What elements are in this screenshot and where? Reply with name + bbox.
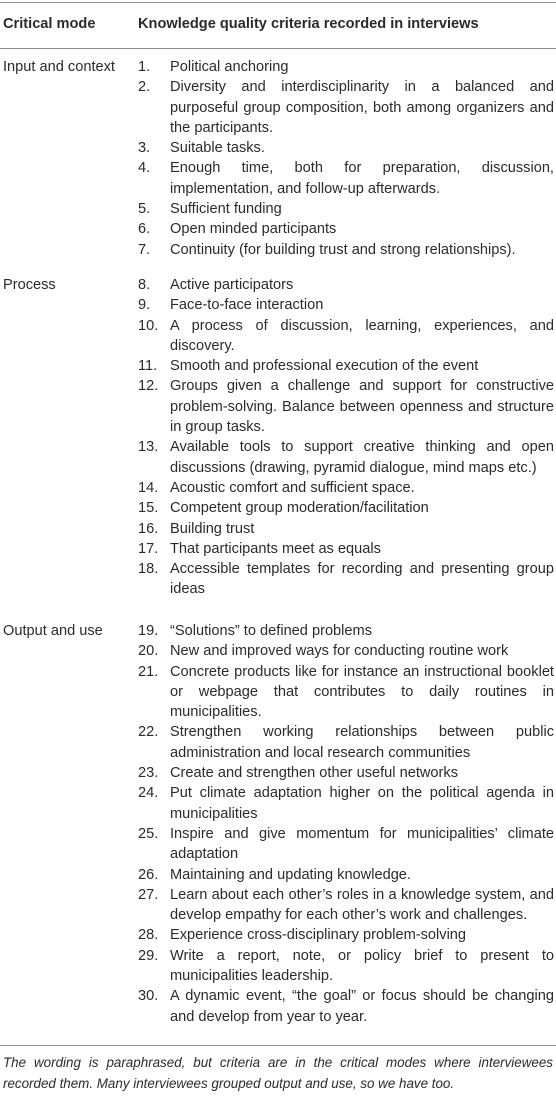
- list-item: [138, 641, 554, 661]
- list-item: [138, 925, 554, 945]
- list-item: [138, 986, 554, 1027]
- item-text: Groups given a challenge and support for constructive problem-solving. Balance between openness and structure in group tasks.: [170, 378, 554, 436]
- list-item: [138, 559, 554, 600]
- item-number: 13.: [138, 439, 159, 456]
- item-text: Smooth and professional execution of the event: [170, 358, 479, 375]
- item-text: Maintaining and updating knowledge.: [170, 866, 411, 883]
- item-number: 12.: [138, 378, 159, 395]
- list-item: [138, 295, 554, 315]
- header-knowledge-criteria: Knowledge quality criteria recorded in interviews: [138, 16, 479, 32]
- header-critical-mode: Critical mode: [3, 16, 96, 32]
- item-number: 14.: [138, 479, 159, 496]
- list-item: [138, 885, 554, 926]
- mode-label: Process: [3, 277, 56, 293]
- item-text: Concrete products like for instance an instructional booklet or webpage that contributes to daily routines in municipalities.: [170, 663, 554, 721]
- item-text: Building trust: [170, 520, 255, 537]
- list-item: [138, 662, 554, 723]
- list-item: [138, 539, 554, 559]
- item-text: Political anchoring: [170, 59, 289, 75]
- item-number: 2.: [138, 79, 151, 96]
- list-item: [138, 621, 554, 641]
- item-text: Competent group moderation/facilitation: [170, 500, 429, 517]
- item-text: Sufficient funding: [170, 201, 282, 218]
- item-number: 24.: [138, 785, 159, 802]
- item-text: Enough time, both for preparation, discussion, implementation, and follow-up afterwards.: [170, 160, 554, 197]
- list-item: [138, 498, 554, 518]
- item-text: Suitable tasks.: [170, 140, 265, 157]
- criteria-list: [138, 57, 554, 260]
- item-number: 8.: [138, 277, 151, 293]
- item-text: Active participators: [170, 277, 294, 293]
- item-number: 7.: [138, 241, 151, 258]
- item-number: 22.: [138, 724, 159, 741]
- item-number: 28.: [138, 927, 159, 944]
- item-text: Face-to-face interaction: [170, 297, 324, 314]
- list-item: [138, 316, 554, 357]
- criteria-list: [138, 275, 554, 600]
- item-text: Diversity and interdisciplinarity in a balanced and purposeful group composition, both among organizers and the participants.: [170, 79, 554, 136]
- list-item: [138, 519, 554, 539]
- item-text: Experience cross-disciplinary problem-solving: [170, 927, 467, 944]
- list-item: [138, 946, 554, 987]
- list-item: [138, 478, 554, 498]
- list-item: [138, 199, 554, 219]
- item-number: 4.: [138, 160, 151, 177]
- item-text: Accessible templates for recording and presenting group ideas: [170, 561, 554, 598]
- list-item: [138, 437, 554, 478]
- list-item: [138, 356, 554, 376]
- item-number: 11.: [138, 358, 158, 375]
- list-item: [138, 275, 554, 295]
- item-number: 25.: [138, 825, 159, 842]
- item-number: 16.: [138, 520, 159, 537]
- list-item: [138, 722, 554, 763]
- list-item: [138, 219, 554, 239]
- criteria-list: [138, 621, 554, 1027]
- item-number: 10.: [138, 317, 159, 334]
- item-text: “Solutions” to defined problems: [170, 623, 372, 639]
- item-number: 17.: [138, 540, 159, 557]
- item-text: Learn about each other’s roles in a knowledge system, and develop empathy for each other’s work and challenges.: [170, 886, 554, 924]
- table-header: [0, 2, 556, 48]
- list-item: [138, 138, 554, 158]
- table-header-rule: [0, 48, 556, 49]
- list-item: [138, 783, 554, 824]
- item-text: Available tools to support creative thinking and open discussions (drawing, pyramid dialogue, mind maps etc.): [170, 439, 554, 476]
- mode-label: Output and use: [3, 623, 103, 639]
- item-text: New and improved ways for conducting routine work: [170, 643, 509, 660]
- item-number: 29.: [138, 947, 159, 964]
- item-number: 19.: [138, 623, 159, 639]
- item-number: 3.: [138, 140, 151, 157]
- list-item: [138, 763, 554, 783]
- list-item: [138, 57, 554, 77]
- item-text: Open minded participants: [170, 221, 337, 238]
- list-item: [138, 376, 554, 437]
- table-bottom-rule: [0, 1045, 556, 1046]
- table-footnote: The wording is paraphrased, but criteria are in the critical modes where interviewees recorded them. Many interviewees grouped output and use, so we have too.: [3, 1055, 553, 1091]
- item-text: Write a report, note, or policy brief to present to municipalities leadership.: [170, 947, 554, 985]
- item-text: Acoustic comfort and sufficient space.: [170, 479, 415, 496]
- item-number: 26.: [138, 866, 159, 883]
- item-number: 30.: [138, 988, 159, 1005]
- item-number: 27.: [138, 886, 159, 903]
- item-text: Put climate adaptation higher on the political agenda in municipalities: [170, 785, 554, 822]
- item-number: 5.: [138, 201, 151, 218]
- item-number: 15.: [138, 500, 159, 517]
- item-text: Continuity (for building trust and strong relationships).: [170, 241, 516, 258]
- list-item: [138, 240, 554, 260]
- list-item: [138, 865, 554, 885]
- list-item: [138, 158, 554, 199]
- item-number: 6.: [138, 221, 151, 238]
- mode-label: Input and context: [3, 59, 115, 75]
- list-item: [138, 824, 554, 865]
- item-text: Inspire and give momentum for municipalities’ climate adaptation: [170, 825, 554, 863]
- item-number: 21.: [138, 663, 159, 680]
- item-text: A process of discussion, learning, experiences, and discovery.: [170, 317, 554, 354]
- item-number: 18.: [138, 561, 159, 578]
- item-number: 1.: [138, 59, 151, 75]
- item-text: Strengthen working relationships between public administration and local research communities: [170, 724, 554, 761]
- item-text: Create and strengthen other useful networks: [170, 765, 458, 782]
- item-number: 23.: [138, 765, 159, 782]
- list-item: [138, 77, 554, 138]
- item-number: 9.: [138, 297, 151, 314]
- item-text: A dynamic event, “the goal” or focus should be changing and develop from year to year.: [170, 988, 554, 1025]
- item-number: 20.: [138, 643, 159, 660]
- item-text: That participants meet as equals: [170, 540, 381, 557]
